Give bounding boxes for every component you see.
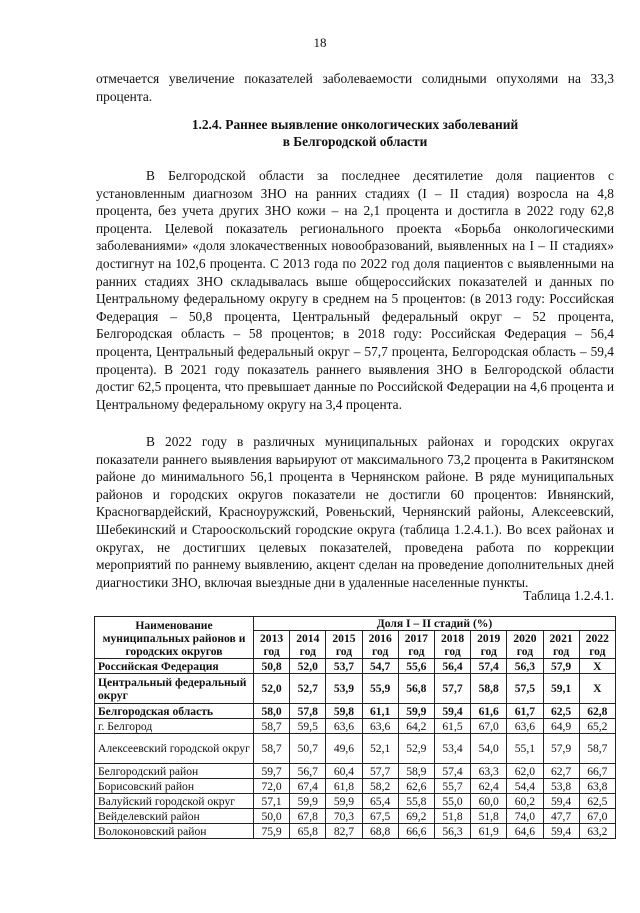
row-value: 59,7 (254, 764, 290, 779)
year-label: 2021 (549, 631, 573, 645)
year-unit: год (372, 644, 389, 658)
row-value: 58,7 (579, 734, 615, 764)
paragraph-2: В 2022 году в различных муниципальных районах и городских округах показатели раннего выявления варьируют от максимального 73,2 процента в Ракитянском районе до минимального 56,1 процента в Чернянском районе. В ряде муниципальных районов и городских округов показатели не достигли 60 процентов: Ивнянский, Красногвардейский, Красноуружский, Ровеньский, Чернянский районы, Алексеевский, Шебекинский и Старооскольский городские округа (таблица 1.2.4.1.). Во всех районах и округах, не достигших целевых показателей, проведена работа по коррекции мероприятий по раннему выявлению, акцент сделан на проведение дополнительных дней диагностики ЗНО, включая выездные дни в удаленные населенные пункты. (96, 434, 614, 590)
section-title-line-2: в Белгородской области (282, 134, 428, 149)
year-label: 2017 (404, 631, 428, 645)
row-value: 63,6 (507, 719, 543, 734)
year-unit: год (516, 644, 534, 658)
row-value: 63,2 (579, 824, 615, 839)
row-value: 58,2 (362, 779, 398, 794)
row-value: 67,8 (290, 809, 326, 824)
row-value: 58,0 (254, 704, 290, 719)
year-unit: год (552, 644, 570, 658)
year-header (326, 631, 362, 659)
row-value: 50,7 (290, 734, 326, 764)
row-value: 61,9 (471, 824, 507, 839)
row-value: 59,9 (290, 794, 326, 809)
section-heading (96, 116, 614, 150)
year-header (543, 631, 579, 659)
row-value: 56,7 (290, 764, 326, 779)
year-label: 2022 (585, 631, 609, 645)
row-value: 50,8 (254, 659, 290, 674)
row-value: 52,7 (290, 674, 326, 704)
row-value: 51,8 (471, 809, 507, 824)
row-value: 63,6 (326, 719, 362, 734)
year-header (471, 631, 507, 659)
row-value: 57,7 (362, 764, 398, 779)
row-value: 65,2 (579, 719, 615, 734)
row-value: Х (579, 659, 615, 674)
table-row (95, 809, 616, 824)
row-value: 55,1 (507, 734, 543, 764)
row-value: 72,0 (254, 779, 290, 794)
row-name: Вейделевский район (95, 809, 254, 824)
row-value: 53,8 (543, 779, 579, 794)
row-value: 62,6 (398, 779, 434, 794)
year-unit: год (335, 644, 353, 658)
row-value: Х (579, 674, 615, 704)
year-label: 2014 (296, 631, 320, 645)
row-value: 62,8 (579, 704, 615, 719)
row-value: 63,6 (362, 719, 398, 734)
row-value: 52,0 (290, 659, 326, 674)
row-value: 50,0 (254, 809, 290, 824)
row-value: 52,1 (362, 734, 398, 764)
row-value: 58,7 (254, 734, 290, 764)
row-value: 57,7 (434, 674, 470, 704)
year-unit: год (480, 644, 497, 658)
row-value: 55,6 (398, 659, 434, 674)
table-row (95, 764, 616, 779)
row-value: 69,2 (398, 809, 434, 824)
row-value: 57,5 (507, 674, 543, 704)
row-value: 57,9 (543, 659, 579, 674)
row-value: 70,3 (326, 809, 362, 824)
row-value: 55,0 (434, 794, 470, 809)
table-row (95, 824, 616, 839)
row-name: Волоконовский район (95, 824, 254, 839)
row-value: 63,8 (579, 779, 615, 794)
table-name-header: Наименование муниципальных районов и городских округов (95, 617, 254, 659)
row-value: 61,8 (326, 779, 362, 794)
row-value: 64,6 (507, 824, 543, 839)
row-name: Белгородский район (95, 764, 254, 779)
row-value: 61,6 (471, 704, 507, 719)
row-value: 52,9 (398, 734, 434, 764)
row-value: 65,4 (362, 794, 398, 809)
row-value: 62,5 (579, 794, 615, 809)
table-row (95, 659, 616, 674)
row-value: 68,8 (362, 824, 398, 839)
row-value: 53,9 (326, 674, 362, 704)
row-value: 60,4 (326, 764, 362, 779)
row-name: Российская Федерация (95, 659, 254, 674)
year-label: 2020 (513, 631, 537, 645)
row-value: 57,4 (471, 659, 507, 674)
row-value: 49,6 (326, 734, 362, 764)
row-value: 59,4 (434, 704, 470, 719)
row-value: 53,7 (326, 659, 362, 674)
row-value: 67,0 (579, 809, 615, 824)
row-value: 58,8 (471, 674, 507, 704)
year-unit: год (299, 644, 316, 658)
row-value: 66,6 (398, 824, 434, 839)
row-value: 64,9 (543, 719, 579, 734)
row-value: 56,4 (434, 659, 470, 674)
section-title-line-1: 1.2.4. Раннее выявление онкологических заболеваний (191, 117, 519, 132)
row-value: 47,7 (543, 809, 579, 824)
row-value: 60,2 (507, 794, 543, 809)
year-header (507, 631, 543, 659)
row-value: 56,8 (398, 674, 434, 704)
row-value: 58,7 (254, 719, 290, 734)
row-value: 57,4 (434, 764, 470, 779)
row-value: 59,8 (326, 704, 362, 719)
table-body (95, 659, 616, 839)
row-name: г. Белгород (95, 719, 254, 734)
table-row (95, 674, 616, 704)
row-value: 53,4 (434, 734, 470, 764)
table-row (95, 719, 616, 734)
row-value: 55,9 (362, 674, 398, 704)
row-value: 62,5 (543, 704, 579, 719)
row-value: 67,5 (362, 809, 398, 824)
year-unit: год (408, 644, 425, 658)
table-row (95, 794, 616, 809)
year-label: 2013 (260, 631, 284, 645)
table-caption: Таблица 1.2.4.1. (523, 588, 614, 603)
row-name: Борисовский район (95, 779, 254, 794)
row-value: 64,2 (398, 719, 434, 734)
row-value: 56,3 (507, 659, 543, 674)
year-header (579, 631, 615, 659)
table-row (95, 779, 616, 794)
row-value: 67,4 (290, 779, 326, 794)
table-group-header: Доля I – II стадий (%) (254, 617, 616, 631)
row-value: 57,1 (254, 794, 290, 809)
row-value: 59,4 (543, 824, 579, 839)
row-value: 62,7 (543, 764, 579, 779)
row-value: 66,7 (579, 764, 615, 779)
year-header (362, 631, 398, 659)
row-value: 62,4 (471, 779, 507, 794)
row-value: 74,0 (507, 809, 543, 824)
row-value: 54,4 (507, 779, 543, 794)
row-name: Алексеевский городской округ (95, 734, 254, 764)
table-row (95, 734, 616, 764)
row-value: 58,9 (398, 764, 434, 779)
year-header (398, 631, 434, 659)
row-value: 61,5 (434, 719, 470, 734)
row-value: 51,8 (434, 809, 470, 824)
row-name: Центральный федеральный округ (95, 674, 254, 704)
row-value: 60,0 (471, 794, 507, 809)
row-value: 62,0 (507, 764, 543, 779)
row-value: 55,7 (434, 779, 470, 794)
row-value: 56,3 (434, 824, 470, 839)
row-value: 59,4 (543, 794, 579, 809)
row-value: 61,1 (362, 704, 398, 719)
row-value: 54,7 (362, 659, 398, 674)
year-header (254, 631, 290, 659)
table-row (95, 704, 616, 719)
row-value: 63,3 (471, 764, 507, 779)
year-label: 2019 (477, 631, 501, 645)
row-value: 59,9 (398, 704, 434, 719)
row-value: 54,0 (471, 734, 507, 764)
year-header (434, 631, 470, 659)
row-value: 82,7 (326, 824, 362, 839)
row-value: 59,5 (290, 719, 326, 734)
page-number: 18 (313, 35, 327, 50)
early-detection-table (94, 616, 616, 839)
year-unit: год (444, 644, 461, 658)
row-value: 57,9 (543, 734, 579, 764)
row-value: 55,8 (398, 794, 434, 809)
year-unit: год (263, 644, 280, 658)
row-value: 59,1 (543, 674, 579, 704)
row-value: 57,8 (290, 704, 326, 719)
year-label: 2015 (332, 631, 356, 645)
year-unit: год (589, 644, 606, 658)
row-value: 59,9 (326, 794, 362, 809)
year-label: 2018 (440, 631, 465, 645)
year-label: 2016 (368, 631, 392, 645)
row-value: 75,9 (254, 824, 290, 839)
row-value: 65,8 (290, 824, 326, 839)
row-value: 67,0 (471, 719, 507, 734)
row-value: 61,7 (507, 704, 543, 719)
row-value: 52,0 (254, 674, 290, 704)
intro-paragraph: отмечается увеличение показателей заболеваемости солидными опухолями на 33,3 процента. (96, 71, 614, 104)
year-header (290, 631, 326, 659)
row-name: Валуйский городской округ (95, 794, 254, 809)
row-name: Белгородская область (95, 704, 254, 719)
paragraph-1: В Белгородской области за последнее десятилетие доля пациентов с установленным диагнозом ЗНО на ранних стадиях (I – II стадия) возросла на 4,8 процента, без учета других ЗНО кожи – на 2,1 процента и достигла в 2022 году 62,8 процента. Целевой показатель регионального проекта «Борьба онкологическими заболеваниями» «доля злокачественных новообразований, выявленных на I – II стадиях» достигнут на 102,6 процента. С 2013 года по 2022 год доля пациентов с выявленными на ранних стадиях ЗНО складывалась выше общероссийских показателей и данных по Центральному федеральному округу в среднем на 5 процентов: (в 2013 году: Российская Федерация – 50,8 процента, Центральный федеральный округ – 52 процента, Белгородская область – 58 процентов; в 2018 году: Российская Федерация – 56,4 процента, Центральный федеральный округ – 57,7 процента, Белгородская область – 59,4 процента). В 2021 году показатель раннего выявления ЗНО в Белгородской области достиг 62,5 процента, что превышает данные по Российской Федерации на 4,6 процента и Центральному федеральному округу на 3,4 процента. (96, 168, 614, 412)
